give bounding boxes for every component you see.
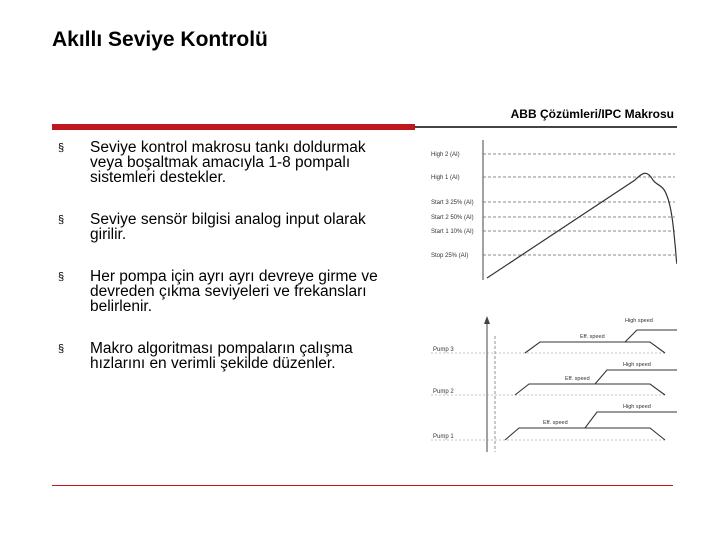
- pump-speed-profile: [525, 342, 665, 353]
- level-label: Stop 25% (AI): [431, 253, 469, 259]
- pump-axis-arrow-icon: [484, 316, 490, 324]
- bullet-marker-icon: §: [58, 271, 65, 283]
- bullet-item: [58, 341, 378, 371]
- bullet-text: Makro algoritması pompaların çalışma hızlarını en verimli şekilde düzenler.: [90, 340, 353, 372]
- page-title: Akıllı Seviye Kontrolü: [52, 28, 268, 51]
- eff-speed-label: Eff. speed: [580, 334, 605, 340]
- pump-level-diagram: [425, 140, 677, 460]
- pump-high-speed-profile: [540, 330, 677, 342]
- header-rule-dark: [415, 126, 677, 128]
- level-label: Start 2 50% (AI): [431, 215, 474, 221]
- high-speed-label: High speed: [623, 404, 651, 410]
- pump-high-speed-profile: [529, 370, 677, 384]
- bullet-text: Seviye sensör bilgisi analog input olarak girilir.: [90, 211, 366, 243]
- bullet-item: [58, 269, 378, 314]
- pump-speed-profile: [515, 384, 665, 395]
- high-speed-label: High speed: [625, 318, 653, 324]
- level-label: High 1 (AI): [431, 175, 460, 181]
- bullet-text: Her pompa için ayrı ayrı devreye girme ve devreden çıkma seviyeleri ve frekansları belirlenir.: [90, 268, 378, 315]
- level-curve: [487, 173, 677, 278]
- section-subtitle: ABB Çözümleri/IPC Makrosu: [510, 107, 674, 121]
- pump-label: Pump 3: [433, 347, 454, 353]
- eff-speed-label: Eff. speed: [565, 376, 590, 382]
- bullet-marker-icon: §: [58, 343, 65, 355]
- bullet-item: [58, 212, 378, 242]
- bullet-marker-icon: §: [58, 142, 65, 154]
- bullet-text: Seviye kontrol makrosu tankı doldurmak veya boşaltmak amacıyla 1-8 pompalı sistemleri destekler.: [90, 139, 366, 186]
- header-rule-red: [52, 124, 415, 130]
- bullet-item: [58, 140, 378, 185]
- level-label: Start 1 10% (AI): [431, 229, 474, 235]
- bullet-list: [58, 140, 378, 398]
- footer-rule: [52, 485, 673, 486]
- level-label: High 2 (AI): [431, 152, 460, 158]
- bullet-marker-icon: §: [58, 214, 65, 226]
- level-label: Start 3 25% (AI): [431, 200, 474, 206]
- high-speed-label: High speed: [623, 362, 651, 368]
- pump-label: Pump 1: [433, 434, 454, 440]
- eff-speed-label: Eff. speed: [543, 420, 568, 426]
- pump-speed-profile: [505, 428, 665, 440]
- pump-label: Pump 2: [433, 389, 454, 395]
